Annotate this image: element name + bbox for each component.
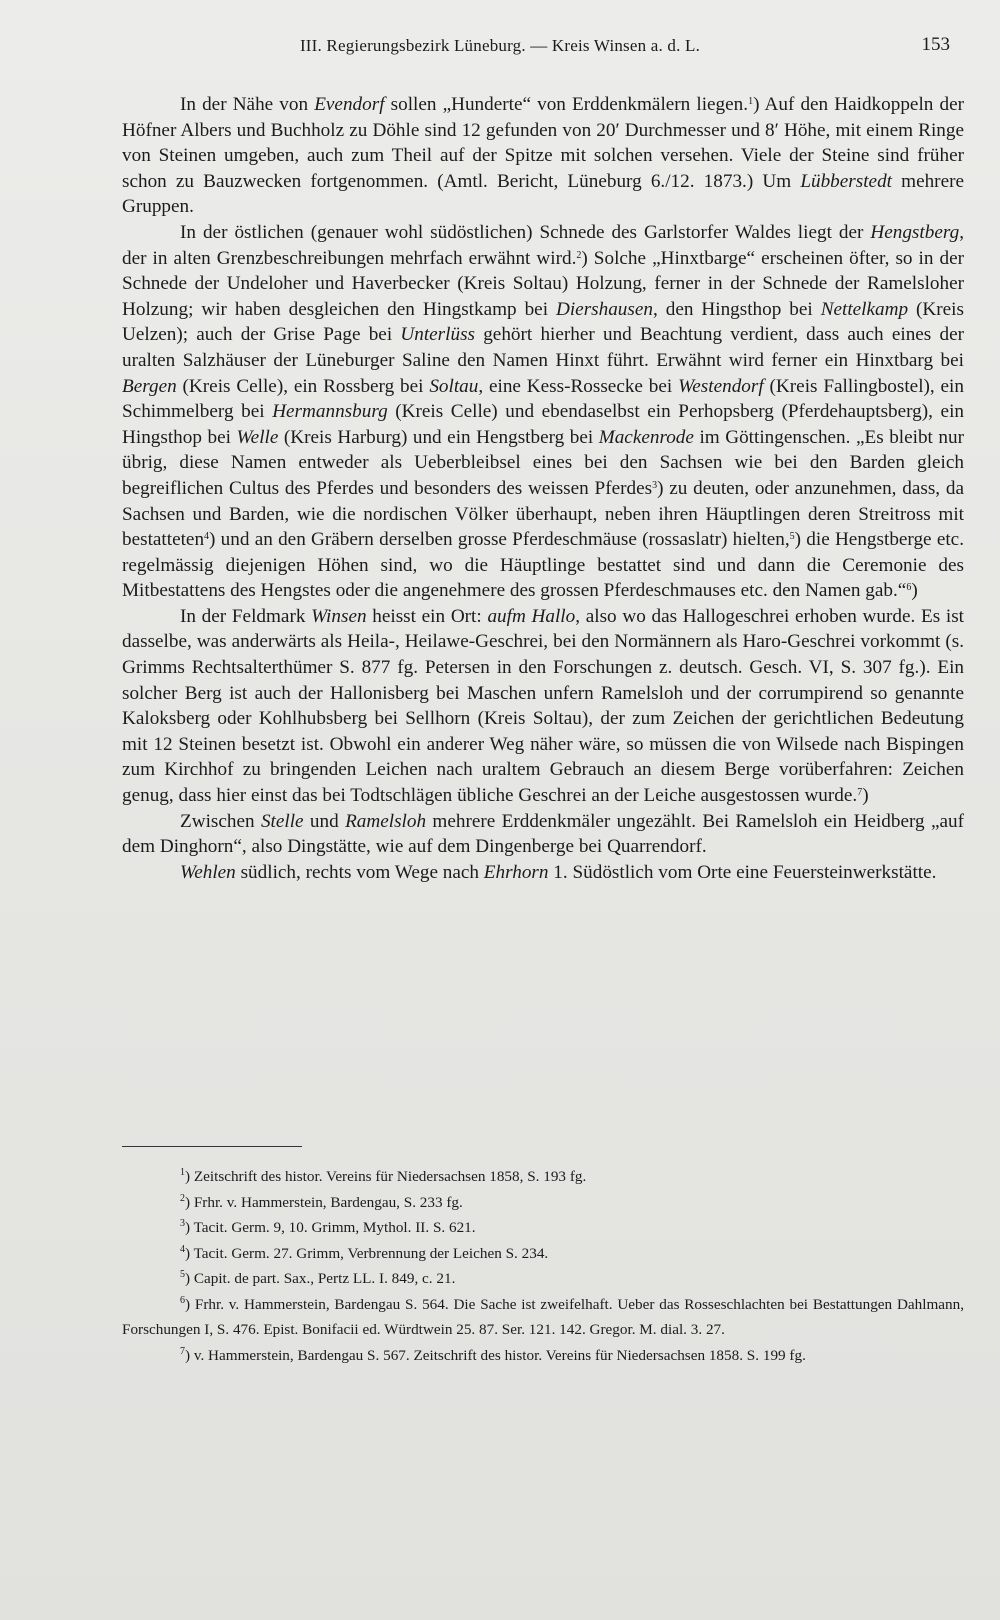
footnote-text: Zeitschrift des histor. Vereins für Niedersachsen 1858, S. 193 fg. xyxy=(193,1168,587,1185)
footnote-marker: 5 xyxy=(789,531,795,543)
text-run: mehrere Gruppen. xyxy=(122,170,964,218)
place-name: Hengstberg xyxy=(870,221,960,243)
footnote-divider xyxy=(122,1146,302,1147)
place-name: Unterlüss xyxy=(400,324,475,346)
place-name: aufm Hallo xyxy=(487,605,576,627)
text-run: 1. Südöstlich vom Orte eine Feuersteinwerkstätte. xyxy=(548,861,937,883)
footnote-text: Tacit. Germ. 27. Grimm, Verbrennung der Leichen S. 234. xyxy=(193,1244,549,1262)
footnote xyxy=(122,1190,964,1216)
text-run: gehört hierher und Beachtung verdient, dass auch eines der uralten Salzhäuser der Lüneburger Saline den Namen Hinxt führt. Erwähnt wird ferner ein Hinxtbarg bei xyxy=(122,324,964,371)
running-header xyxy=(0,36,1000,66)
footnote-number: 7 xyxy=(180,1345,185,1357)
footnote-number: 1 xyxy=(180,1167,185,1178)
footnote xyxy=(122,1241,964,1267)
text-run: , eine Kess-Rossecke bei xyxy=(478,375,679,397)
text-run: ) xyxy=(862,785,869,807)
text-run: ) die Hengstberge etc. regelmässig diejenigen Höhen sind, wo die Häuptlinge bestattet sind und dann die Ceremonie des Mitbestattens des Hengstes oder die angenehmere des grossen Pferdeschmauses etc. den Namen gab.“ xyxy=(122,529,964,602)
text-run: ) zu deuten, oder anzunehmen, dass, da Sachsen und Barden, wie die nordischen Völker überhaupt, neben ihren Häuptlingen deren Streitross mit bestatteten xyxy=(122,477,964,551)
footnote-paren: ) xyxy=(185,1193,194,1211)
text-run: und xyxy=(303,810,346,832)
place-name: Wehlen xyxy=(180,861,236,883)
footnote-marker: 1 xyxy=(748,96,754,107)
place-name: Welle xyxy=(236,426,279,448)
text-run: , also wo das Hallogeschrei erhoben wurde. Es ist dasselbe, was anderwärts als Heila-, Heilawe-Geschrei, bei den Normännern als Haro-Geschrei vorkommt (s. Grimms Rechtsalterthümer S. 877 fg. Petersen in den Forschungen z. deutsch. Gesch. VI, S. 307 fg.). Ein solcher Berg ist auch der Hallonisberg bei Maschen unfern Ramelsloh und der corrumpirend so genannte Kaloksberg oder Kohlhubsberg bei Sellhorn (Kreis Soltau), der zum Zeichen der gerichtlichen Bedeutung mit 12 Steinen besetzt ist. Obwohl ein anderer Weg näher wäre, so müssen die von Wilsede nach Bispingen zum Kirchhof zu bringenden Leichen nach uraltem Gebrauch an diesem Berge vorüberfahren: Zeichen genug, dass hier einst das bei Todtschlägen übliche Geschrei an der Leiche ausgestossen wurde. xyxy=(122,605,964,807)
place-name: Diershausen xyxy=(555,298,653,320)
footnote-number: 6 xyxy=(180,1294,185,1306)
place-name: Nettelkamp xyxy=(820,298,909,320)
place-name: Bergen xyxy=(122,375,177,397)
paragraph xyxy=(122,860,964,886)
place-name: Hermannsburg xyxy=(272,401,388,423)
footnote-text: Frhr. v. Hammerstein, Bardengau S. 564. Die Sache ist zweifelhaft. Ueber das Rosseschlachten bei Bestattungen Dahlmann, Forschungen I, S. 476. Epist. Bonifacii ed. Würdtwein 25. 87. Ser. 121. 142. Gregor. M. dial. 3. 27. xyxy=(122,1295,965,1338)
place-name: Mackenrode xyxy=(598,426,694,448)
footnote xyxy=(122,1266,964,1292)
footnote-paren: ) xyxy=(185,1270,194,1287)
footnote-text: v. Hammerstein, Bardengau S. 567. Zeitschrift des histor. Vereins für Niedersachsen 1858. S. 199 fg. xyxy=(193,1346,806,1364)
footnote-paren: ) xyxy=(185,1244,194,1262)
text-run: im Göttingenschen. „Es bleibt nur übrig, diese Namen entweder als Ueberbleibsel eines bei den Sachsen wie bei den Barden gleich begreiflichen Cultus des Pferdes und besonders des weissen Pferdes xyxy=(122,426,964,499)
text-run: (Kreis Celle) und ebendaselbst ein Perhopsberg (Pferdehauptsberg), ein Hingsthop bei xyxy=(122,401,964,448)
footnote-marker: 2 xyxy=(576,249,582,261)
text-run: ) Solche „Hinxtbarge“ erscheinen öfter, so in der Schnede der Undeloher und Haverbecker (Kreis Soltau) Holzung, ferner in der Schnede der Ramelsloher Holzung; wir haben desgleichen den Hingstkamp bei xyxy=(122,247,964,320)
footnote-number: 2 xyxy=(180,1192,185,1204)
place-name: Stelle xyxy=(260,810,304,832)
footnote-marker: 4 xyxy=(204,531,210,543)
text-run: (Kreis Fallingbostel), ein Schimmelberg bei xyxy=(122,375,964,423)
place-name: Soltau xyxy=(429,375,479,397)
text-run: ) xyxy=(911,580,918,602)
footnotes xyxy=(122,1164,964,1368)
place-name: Westendorf xyxy=(678,375,764,397)
text-run: In der Nähe von xyxy=(180,94,315,115)
header-title: III. Regierungsbezirk Lüneburg. — Kreis Winsen a. d. L. xyxy=(299,36,701,55)
place-name: Lübberstedt xyxy=(800,170,892,192)
footnote-marker: 6 xyxy=(906,582,912,594)
footnote xyxy=(122,1164,964,1190)
place-name: Ehrhorn xyxy=(483,861,549,883)
footnote-number: 3 xyxy=(180,1218,185,1229)
paragraph xyxy=(122,809,964,860)
text-run: sollen „Hunderte“ von Erddenkmälern liegen. xyxy=(384,94,749,115)
paragraph xyxy=(122,604,964,809)
footnote xyxy=(122,1343,964,1369)
place-name: Evendorf xyxy=(314,94,385,115)
footnote-paren: ) xyxy=(185,1295,195,1313)
text-run: (Kreis Uelzen); auch der Grise Page bei xyxy=(122,298,964,346)
text-run: Zwischen xyxy=(180,810,261,832)
body-text xyxy=(122,92,964,885)
paragraph xyxy=(122,220,964,604)
footnote xyxy=(122,1292,964,1343)
text-run: mehrere Erddenkmäler ungezählt. Bei Ramelsloh ein Heidberg „auf dem Dinghorn“, also Dingstätte, wie auf dem Dingenberge bei Quarrendorf. xyxy=(122,810,964,858)
footnote-text: Frhr. v. Hammerstein, Bardengau, S. 233 fg. xyxy=(193,1193,463,1211)
paragraph xyxy=(122,92,964,220)
footnote-number: 4 xyxy=(180,1243,185,1255)
text-run: südlich, rechts vom Wege nach xyxy=(235,861,484,883)
text-run: , den Hingsthop bei xyxy=(652,298,821,320)
footnote-paren: ) xyxy=(185,1168,194,1185)
place-name: Winsen xyxy=(311,605,367,627)
footnote-paren: ) xyxy=(185,1346,194,1364)
text-run: (Kreis Harburg) und ein Hengstberg bei xyxy=(278,426,599,448)
footnote-paren: ) xyxy=(185,1219,194,1236)
footnote xyxy=(122,1215,964,1241)
text-run: ) Auf den Haidkoppeln der Höfner Albers und Buchholz zu Döhle sind 12 gefunden von 20′ Durchmesser und 8′ Höhe, mit einem Ringe von Steinen umgeben, auch zum Theil auf der Spitze mit solchen versehen. Viele der Steine sind früher schon zu Bauzwecken fortgenommen. (Amtl. Bericht, Lüneburg 6./12. 1873.) Um xyxy=(122,94,964,192)
footnote-marker: 7 xyxy=(857,787,863,799)
text-run: (Kreis Celle), ein Rossberg bei xyxy=(176,375,430,397)
footnote-text: Capit. de part. Sax., Pertz LL. I. 849, c. 21. xyxy=(193,1270,456,1287)
footnote-text: Tacit. Germ. 9, 10. Grimm, Mythol. II. S. 621. xyxy=(193,1219,476,1236)
page-number: 153 xyxy=(921,34,950,55)
text-run: ) und an den Gräbern derselben grosse Pferdeschmäuse (rossaslatr) hielten, xyxy=(209,529,790,551)
text-run: heisst ein Ort: xyxy=(366,605,488,627)
text-run: In der östlichen (genauer wohl südöstlichen) Schnede des Garlstorfer Waldes liegt der xyxy=(180,221,871,243)
text-run: , der in alten Grenzbeschreibungen mehrfach erwähnt wird. xyxy=(122,221,964,269)
footnote-marker: 3 xyxy=(652,479,658,491)
place-name: Ramelsloh xyxy=(345,810,427,832)
footnote-number: 5 xyxy=(180,1269,185,1280)
text-run: In der Feldmark xyxy=(180,605,312,627)
